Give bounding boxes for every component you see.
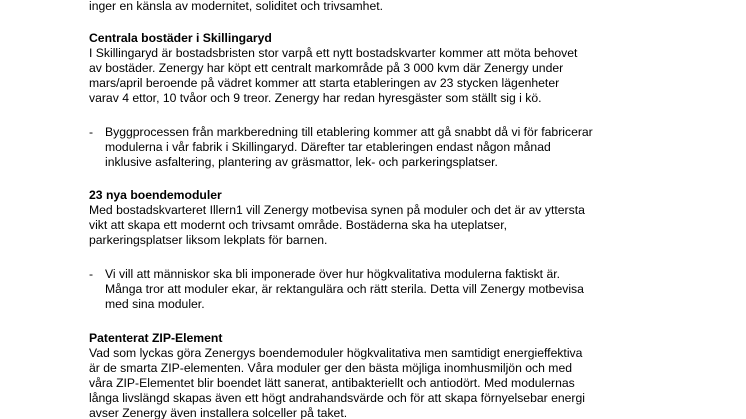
paragraph-line: avser Zenergy även installera solceller på taket. <box>89 406 348 419</box>
paragraph-line: långa livslängd skapas även ett högt andrahandsvärde och för att skapa förnyelsebar energi <box>89 391 585 405</box>
bullet-line: Många tror att moduler ekar, är rektangulära och rätt sterila. Detta vill Zenergy motbevisa <box>105 282 584 296</box>
bullet-line: inklusive asfaltering, plantering av gräsmattor, lek- och parkeringsplatser. <box>105 155 498 169</box>
section-heading-zip-element: Patenterat ZIP-Element <box>89 331 223 345</box>
bullet-line: modulerna i vår fabrik i Skillingaryd. Därefter tar etableringen endast någon månad <box>105 140 551 154</box>
paragraph-line: parkeringsplatser liksom lekplats för barnen. <box>89 233 328 247</box>
bullet-dash: - <box>89 267 94 281</box>
bullet-dash: - <box>89 125 94 139</box>
paragraph-line: I Skillingaryd är bostadsbristen stor varpå ett nytt bostadskvarter kommer att möta behovet <box>89 46 578 60</box>
paragraph-line: av bostäder. Zenergy har köpt ett centralt markområde på 3 000 kvm där Zenergy under <box>89 61 564 75</box>
section-heading-skillingaryd: Centrala bostäder i Skillingaryd <box>89 31 272 45</box>
paragraph-line: vikt att skapa ett modernt och trivsamt område. Bostäderna ska ha uteplatser, <box>89 218 507 232</box>
paragraph-line: mars/april beroende på vädret kommer att starta etableringen av 23 stycken lägenheter <box>89 76 560 90</box>
paragraph-line: varav 4 ettor, 10 tvåor och 9 treor. Zenergy har redan hyresgäster som ställt sig i kö. <box>89 91 542 105</box>
paragraph-line: är de smarta ZIP-elementen. Våra moduler ger den bästa möjliga inomhusmiljön och med <box>89 361 572 375</box>
section-heading-boendemoduler: 23 nya boendemoduler <box>89 188 222 202</box>
paragraph-line: våra ZIP-Elementet blir boendet lätt sanerat, antibakteriellt och antiodört. Med modulernas <box>89 376 575 390</box>
bullet-line: Byggprocessen från markberedning till etablering kommer att gå snabbt då vi för fabricerar <box>105 125 593 139</box>
intro-tail-line: inger en känsla av modernitet, soliditet och trivsamhet. <box>89 0 383 13</box>
bullet-line: Vi vill att människor ska bli imponerade över hur högkvalitativa modulerna faktiskt är. <box>105 267 560 281</box>
bullet-line: med sina moduler. <box>105 297 205 311</box>
paragraph-line: Vad som lyckas göra Zenergys boendemoduler högkvalitativa men samtidigt energieffektiva <box>89 346 583 360</box>
paragraph-line: Med bostadskvarteret Illern1 vill Zenergy motbevisa synen på moduler och det är av yttersta <box>89 203 585 217</box>
